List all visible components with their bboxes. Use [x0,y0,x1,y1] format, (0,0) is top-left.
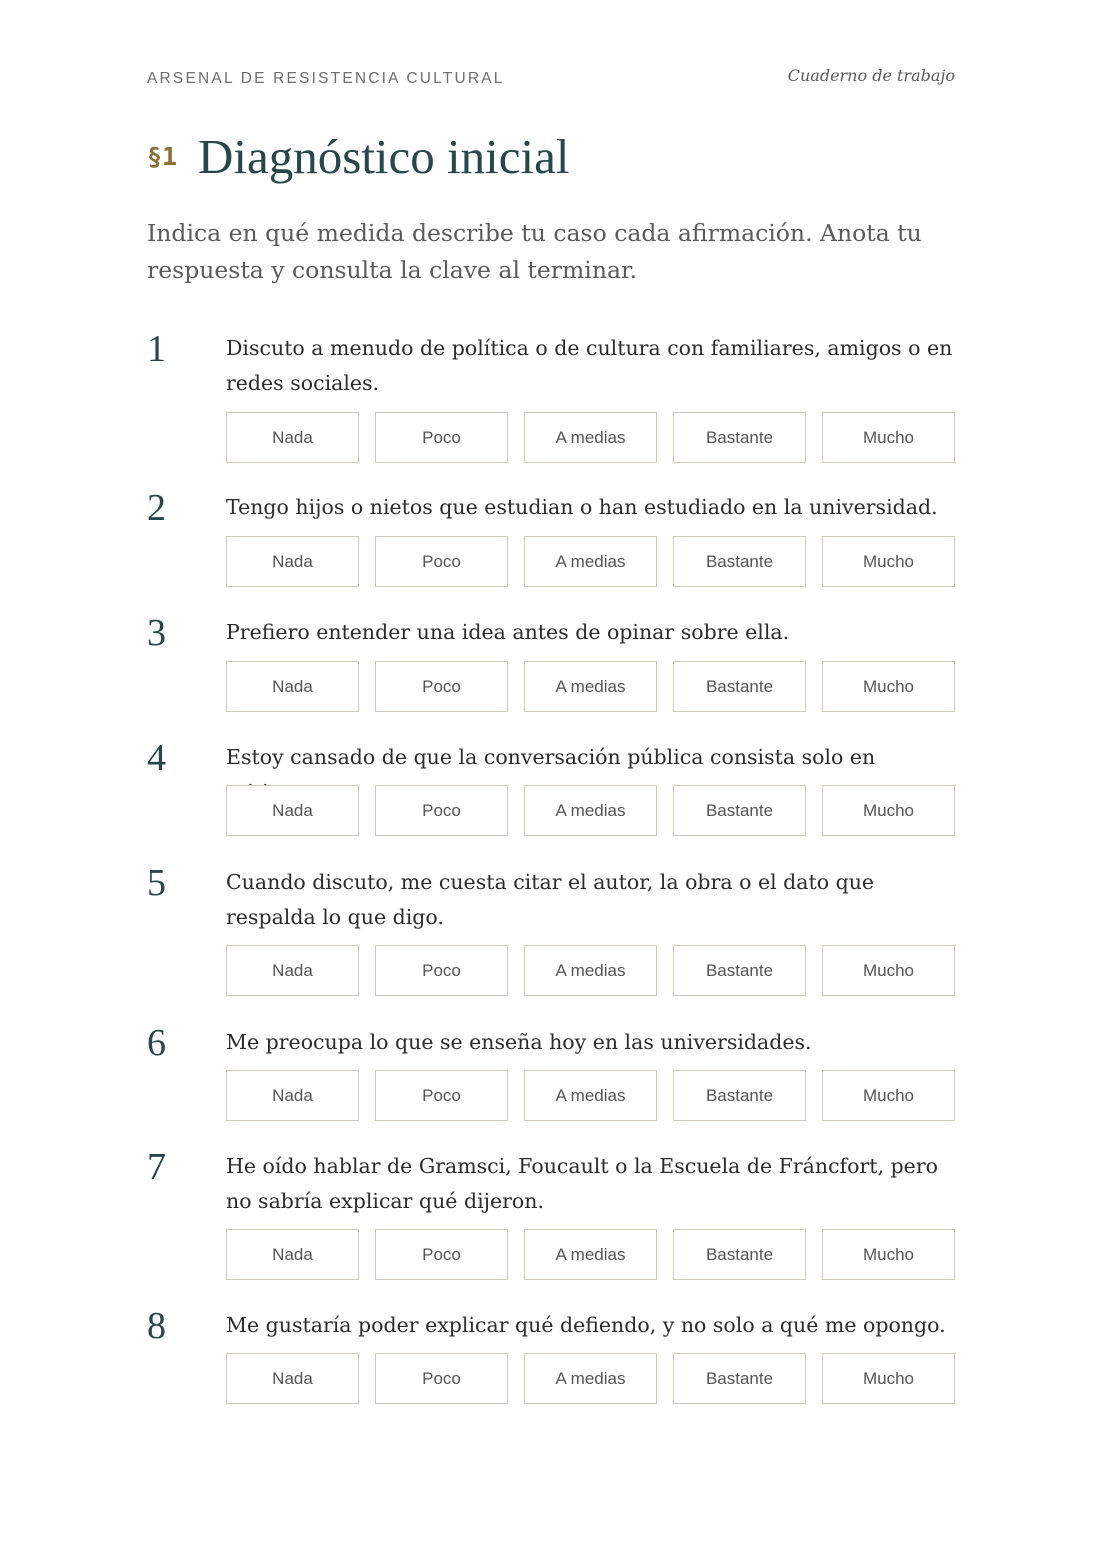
option-nada[interactable]: Nada [226,536,359,587]
option-nada[interactable]: Nada [226,1353,359,1404]
option-poco[interactable]: Poco [375,661,508,712]
page-header [147,66,955,92]
option-bastante[interactable]: Bastante [673,536,806,587]
answer-scale [226,1229,955,1280]
option-a-medias[interactable]: A medias [524,1353,657,1404]
option-mucho[interactable]: Mucho [822,1070,955,1121]
question-number: 1 [147,328,166,370]
option-bastante[interactable]: Bastante [673,1353,806,1404]
option-a-medias[interactable]: A medias [524,1070,657,1121]
answer-scale [226,412,955,463]
option-bastante[interactable]: Bastante [673,661,806,712]
option-a-medias[interactable]: A medias [524,1229,657,1280]
option-mucho[interactable]: Mucho [822,412,955,463]
option-nada[interactable]: Nada [226,661,359,712]
option-bastante[interactable]: Bastante [673,945,806,996]
option-poco[interactable]: Poco [375,1353,508,1404]
option-bastante[interactable]: Bastante [673,785,806,836]
instructions: Indica en qué medida describe tu caso cada afirmación. Anota tu respuesta y consulta la clave al terminar. [147,219,922,284]
question-number: 2 [147,487,166,529]
question-number: 5 [147,862,166,904]
question-text: Me preocupa lo que se enseña hoy en las universidades. [226,1030,812,1054]
option-a-medias[interactable]: A medias [524,661,657,712]
question-number: 6 [147,1022,166,1064]
option-nada[interactable]: Nada [226,1229,359,1280]
option-mucho[interactable]: Mucho [822,945,955,996]
question-text: Estoy cansado de que la conversación pública consista solo en [226,745,876,769]
section-number: §1 [147,142,178,171]
answer-scale [226,1353,955,1404]
document-type: Cuaderno de trabajo [787,66,955,85]
answer-scale [226,661,955,712]
question-number: 8 [147,1305,166,1347]
question-text: Tengo hijos o nietos que estudian o han estudiado en la universidad. [226,495,938,519]
option-poco[interactable]: Poco [375,1229,508,1280]
question-text: He oído hablar de Gramsci, Foucault o la Escuela de Fráncfort, pero no sabría explicar qué dijeron. [226,1154,938,1213]
question-text: Cuando discuto, me cuesta citar el autor, la obra o el dato que respalda lo que digo. [226,870,875,929]
answer-scale [226,785,955,836]
option-nada[interactable]: Nada [226,1070,359,1121]
option-bastante[interactable]: Bastante [673,412,806,463]
option-mucho[interactable]: Mucho [822,661,955,712]
question-number: 7 [147,1146,166,1188]
option-poco[interactable]: Poco [375,945,508,996]
option-mucho[interactable]: Mucho [822,785,955,836]
page-title: Diagnóstico inicial [198,129,570,184]
answer-scale [226,1070,955,1121]
question-text: Me gustaría poder explicar qué defiendo, y no solo a qué me opongo. [226,1313,946,1337]
option-mucho[interactable]: Mucho [822,536,955,587]
brand-name: ARSENAL DE RESISTENCIA CULTURAL [147,70,505,87]
option-a-medias[interactable]: A medias [524,536,657,587]
option-a-medias[interactable]: A medias [524,412,657,463]
question-text: Discuto a menudo de política o de cultura con familiares, amigos o en redes sociales. [226,336,953,395]
option-nada[interactable]: Nada [226,945,359,996]
option-a-medias[interactable]: A medias [524,785,657,836]
option-poco[interactable]: Poco [375,536,508,587]
question-number: 3 [147,612,166,654]
question-text: Prefiero entender una idea antes de opinar sobre ella. [226,620,790,644]
option-bastante[interactable]: Bastante [673,1070,806,1121]
option-mucho[interactable]: Mucho [822,1229,955,1280]
option-poco[interactable]: Poco [375,785,508,836]
option-a-medias[interactable]: A medias [524,945,657,996]
question-number: 4 [147,737,166,779]
option-mucho[interactable]: Mucho [822,1353,955,1404]
option-nada[interactable]: Nada [226,412,359,463]
answer-scale [226,945,955,996]
option-poco[interactable]: Poco [375,1070,508,1121]
option-bastante[interactable]: Bastante [673,1229,806,1280]
answer-scale [226,536,955,587]
option-poco[interactable]: Poco [375,412,508,463]
option-nada[interactable]: Nada [226,785,359,836]
